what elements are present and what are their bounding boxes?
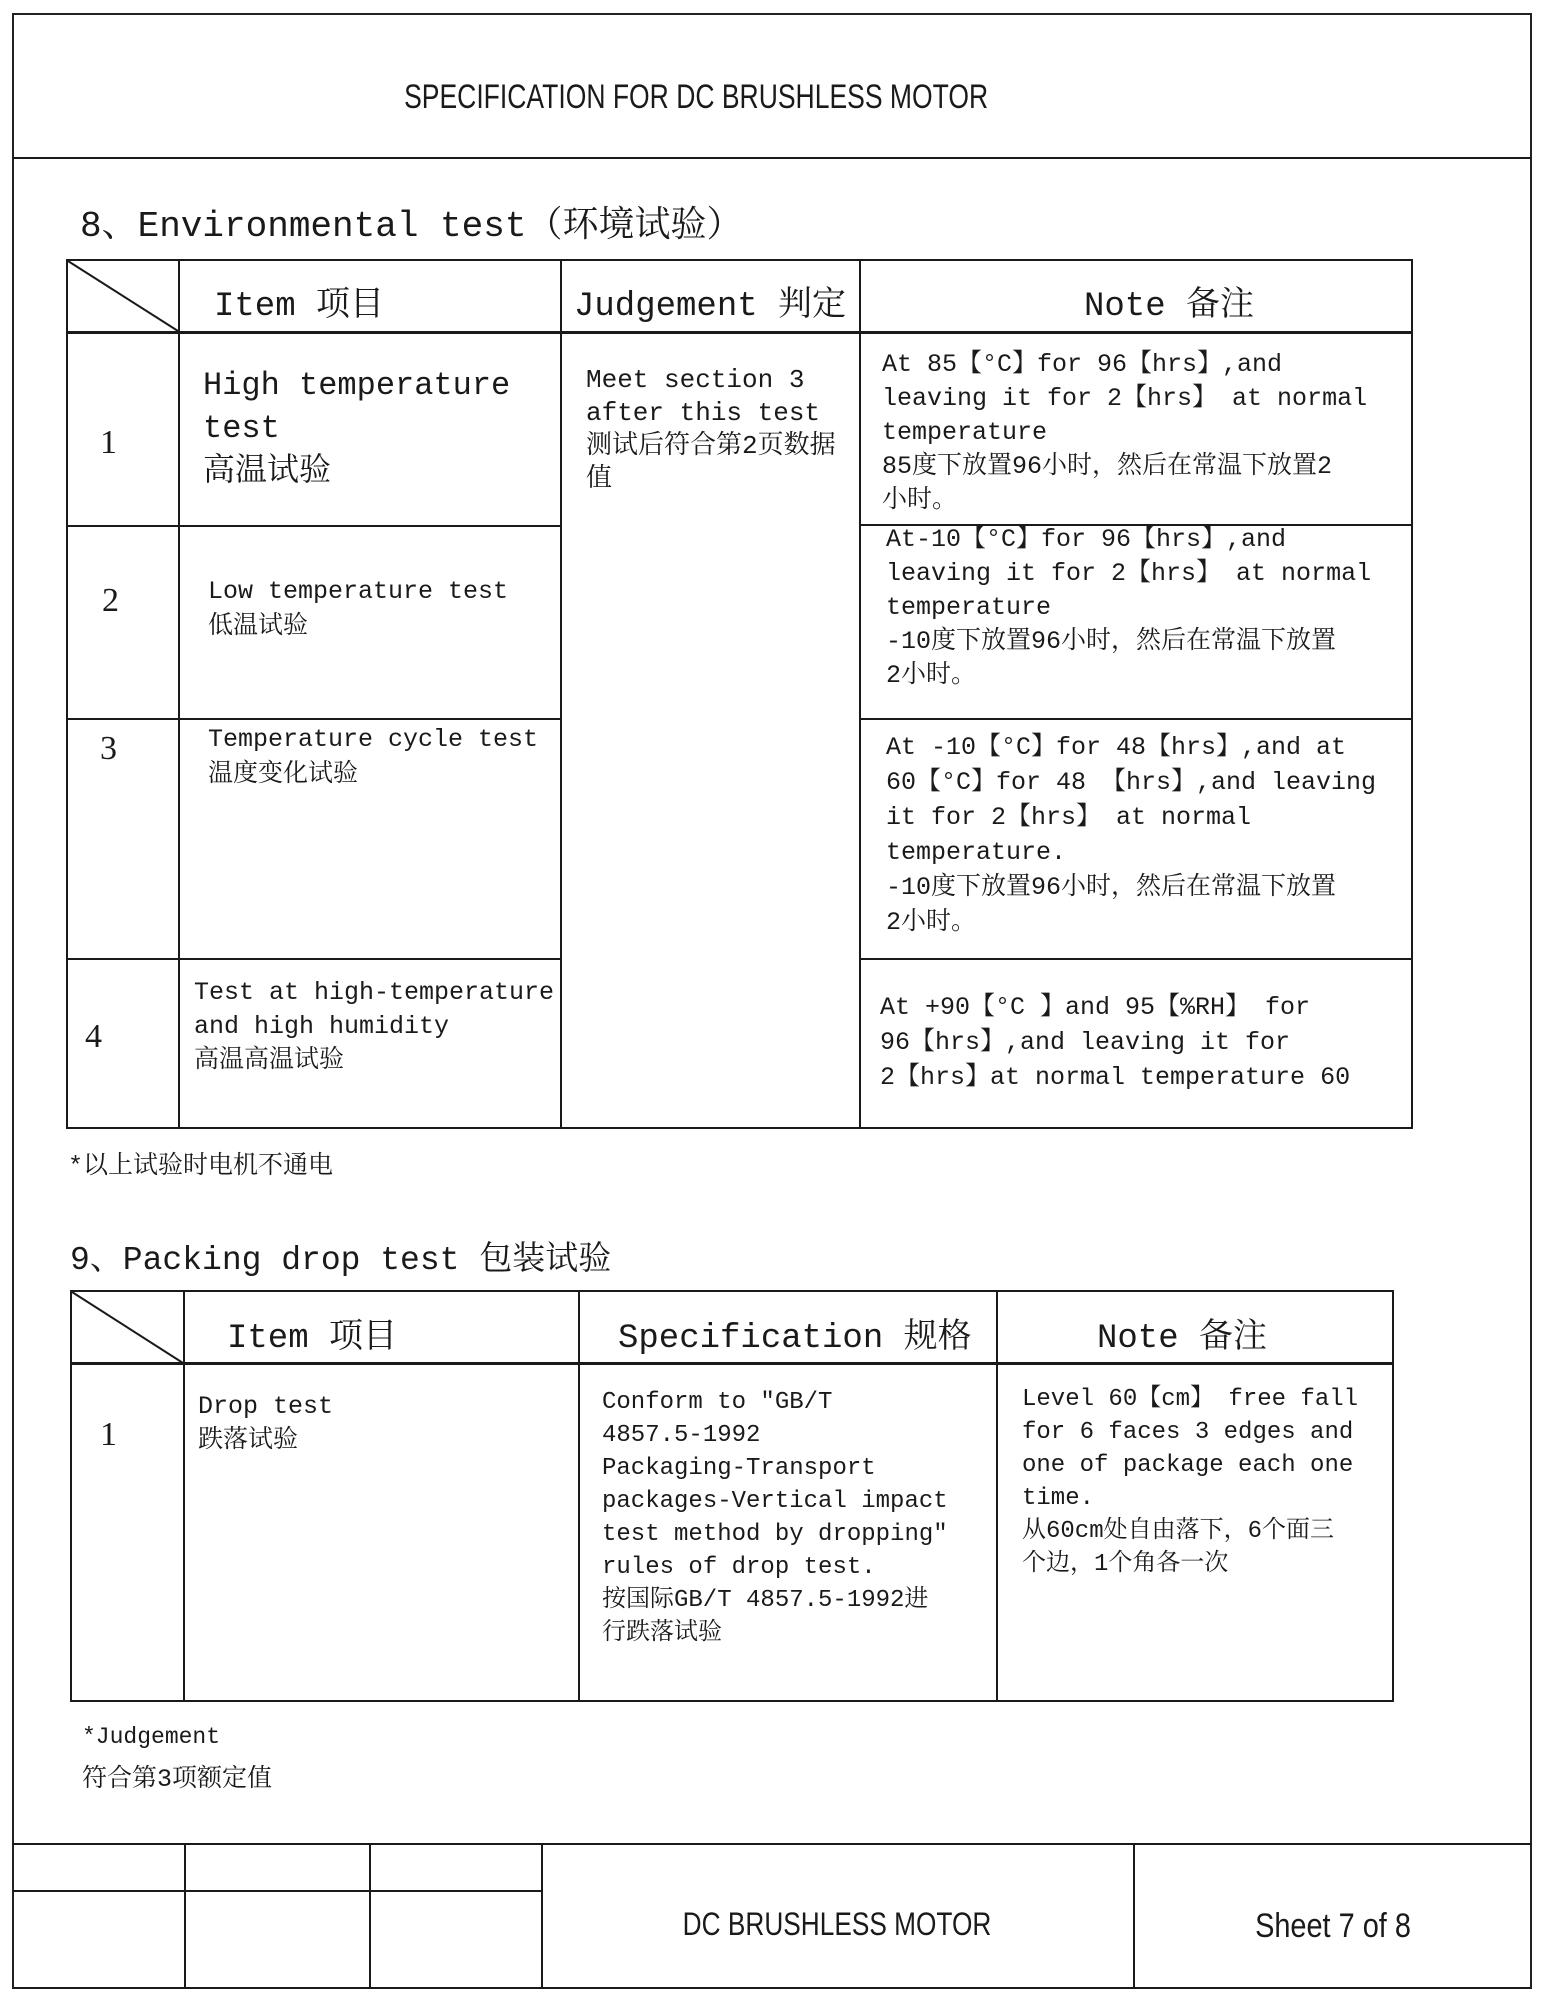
footer-product-name: DC BRUSHLESS MOTOR	[682, 1906, 992, 1942]
column-header-specification: Specification 规格	[618, 1320, 972, 1358]
judgement-note-text: 符合第3项额定值	[82, 1765, 273, 1794]
row-number: 1	[100, 424, 117, 461]
note-cell: At -10【°C】for 48【hrs】,and at 60【°C】for 48 【hrs】,and leaving it for 2【hrs】 at normal temperature. -10度下放置96小时，然后在常温下放置 2小时。	[886, 733, 1377, 937]
item-cell: Test at high-temperature and high humidity 高温高温试验	[194, 978, 555, 1075]
note-cell: Level 60【cm】 free fall for 6 faces 3 edges and one of package each one time. 从60cm处自由落下，6个面三 个边，1个角各一次	[1022, 1386, 1359, 1578]
document-title: SPECIFICATION FOR DC BRUSHLESS MOTOR	[404, 78, 989, 116]
diagonal-slash-icon	[70, 1290, 185, 1365]
judgement-cell: Meet section 3 after this test 测试后符合第2页数据 值	[586, 365, 836, 494]
row-number: 4	[85, 1018, 102, 1055]
note-cell: At-10【°C】for 96【hrs】,and leaving it for 2【hrs】 at normal temperature -10度下放置96小时，然后在常温下放置 2小时。	[886, 525, 1372, 690]
diagonal-slash-icon	[66, 259, 180, 333]
sheet-number: Sheet 7 of 8	[1255, 1907, 1411, 1945]
column-header-judgement: Judgement 判定	[574, 288, 847, 326]
section-8-footnote: *以上试验时电机不通电	[68, 1152, 334, 1181]
column-header-note: Note 备注	[1084, 288, 1255, 326]
item-cell: Low temperature test 低温试验	[208, 577, 509, 641]
row-number: 2	[102, 582, 119, 619]
item-cell: Drop test 跌落试验	[198, 1392, 334, 1455]
judgement-note-title: *Judgement	[82, 1724, 221, 1750]
specification-cell: Conform to "GB/T 4857.5-1992 Packaging-Transport packages-Vertical impact test method by dropping" rules of drop test. 按国际GB/T 4857.5-1992进 行跌落试验	[602, 1389, 948, 1647]
note-cell: At +90【°C 】and 95【%RH】 for 96【hrs】,and leaving it for 2【hrs】at normal temperature 60	[880, 993, 1351, 1092]
section-9-title: 9、Packing drop test 包装试验	[70, 1242, 612, 1279]
item-cell: Temperature cycle test 温度变化试验	[208, 725, 539, 789]
column-header-note: Note 备注	[1097, 1320, 1268, 1358]
note-cell: At 85【°C】for 96【hrs】,and leaving it for 2【hrs】 at normal temperature 85度下放置96小时，然后在常温下放置2 小时。	[882, 350, 1368, 515]
row-number: 3	[100, 730, 117, 767]
header-divider	[12, 157, 1532, 159]
section-8-title: 8、Environmental test（环境试验）	[80, 206, 743, 247]
column-header-item: Item 项目	[227, 1320, 398, 1358]
row-number: 1	[100, 1416, 117, 1453]
column-header-item: Item 项目	[214, 288, 385, 326]
item-cell: High temperature test 高温试验	[203, 367, 511, 490]
